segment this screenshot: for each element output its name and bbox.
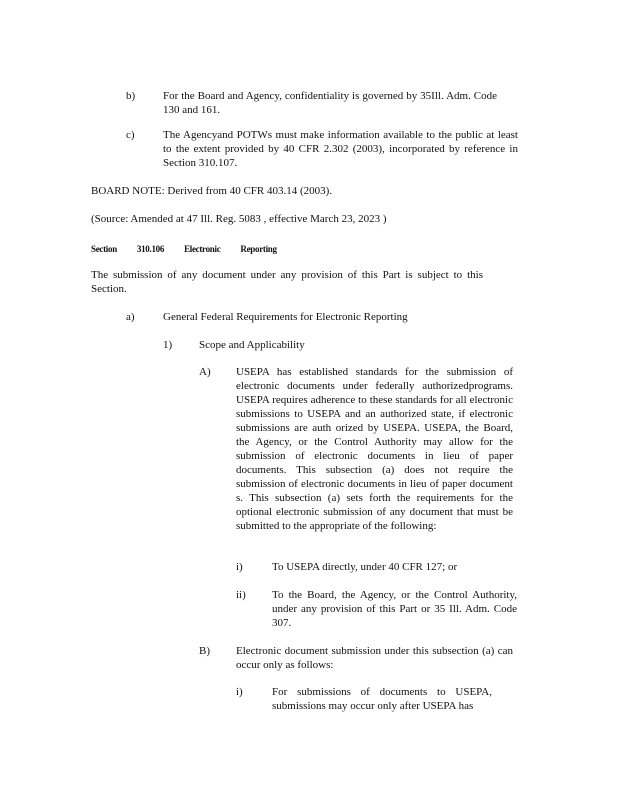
section-heading: [91, 242, 297, 256]
item-b-label: b): [126, 90, 136, 102]
section-intro: The submission of any document under any provision of this Part is subject to this Section.: [91, 269, 483, 295]
item-A-i-text: To USEPA directly, under 40 CFR 127; or: [272, 561, 458, 573]
item-B-i-text: For submissions of documents to USEPA, submissions may occur only after USEPA has: [272, 686, 492, 712]
section-id: 310.106: [136, 244, 165, 254]
item-1-text: Scope and Applicability: [199, 339, 305, 351]
item-A-ii-label: ii): [236, 589, 246, 601]
item-c-label: c): [126, 129, 135, 141]
item-a-label: a): [126, 311, 135, 323]
item-A-ii-text: To the Board, the Agency, or the Control Authority, under any provision of this Part or 35 Ill. Adm. Code 307.: [272, 589, 517, 629]
item-B-label: B): [199, 645, 210, 657]
section-title-word-1: Electronic: [184, 244, 221, 254]
source-note: (Source: Amended at 47 Ill. Reg. 5083 , effective March 23, 2023 ): [91, 213, 387, 225]
item-c-text: The Agencyand POTWs must make information available to the public at least to the extent provided by 40 CFR 2.302 (2003), incorporated by reference in Section 310.107.: [163, 129, 518, 169]
item-A-text: USEPA has established standards for the submission of electronic documents under federally authorizedprograms. USEPA requires adherence to these standards for all electronic submissions to USEPA and an authorized state, if electronic submissions are auth orized by USEPA. USEPA, the Board, the Agency, or the Control Authority may allow for the submission of electronic documents in lieu of paper documents. This subsection (a) does not require the submission of electronic documents in lieu of paper document s. This subsection (a) sets forth the requirements for the optional electronic submission of any document that must be submitted to the appropriate of the following:: [236, 366, 513, 532]
item-a-text: General Federal Requirements for Electronic Reporting: [163, 311, 408, 323]
item-B-text: Electronic document submission under this subsection (a) can occur only as follows:: [236, 645, 513, 671]
board-note: BOARD NOTE: Derived from 40 CFR 403.14 (2003).: [91, 185, 333, 197]
section-title-word-2: Reporting: [240, 244, 277, 254]
item-1-label: 1): [163, 339, 173, 351]
item-B-i-label: i): [236, 686, 243, 698]
item-A-i-label: i): [236, 561, 243, 573]
item-b-text: For the Board and Agency, confidentiality is governed by 35Ill. Adm. Code 130 and 161.: [163, 90, 497, 116]
item-A-label: A): [199, 366, 211, 378]
section-word: Section: [91, 244, 117, 254]
